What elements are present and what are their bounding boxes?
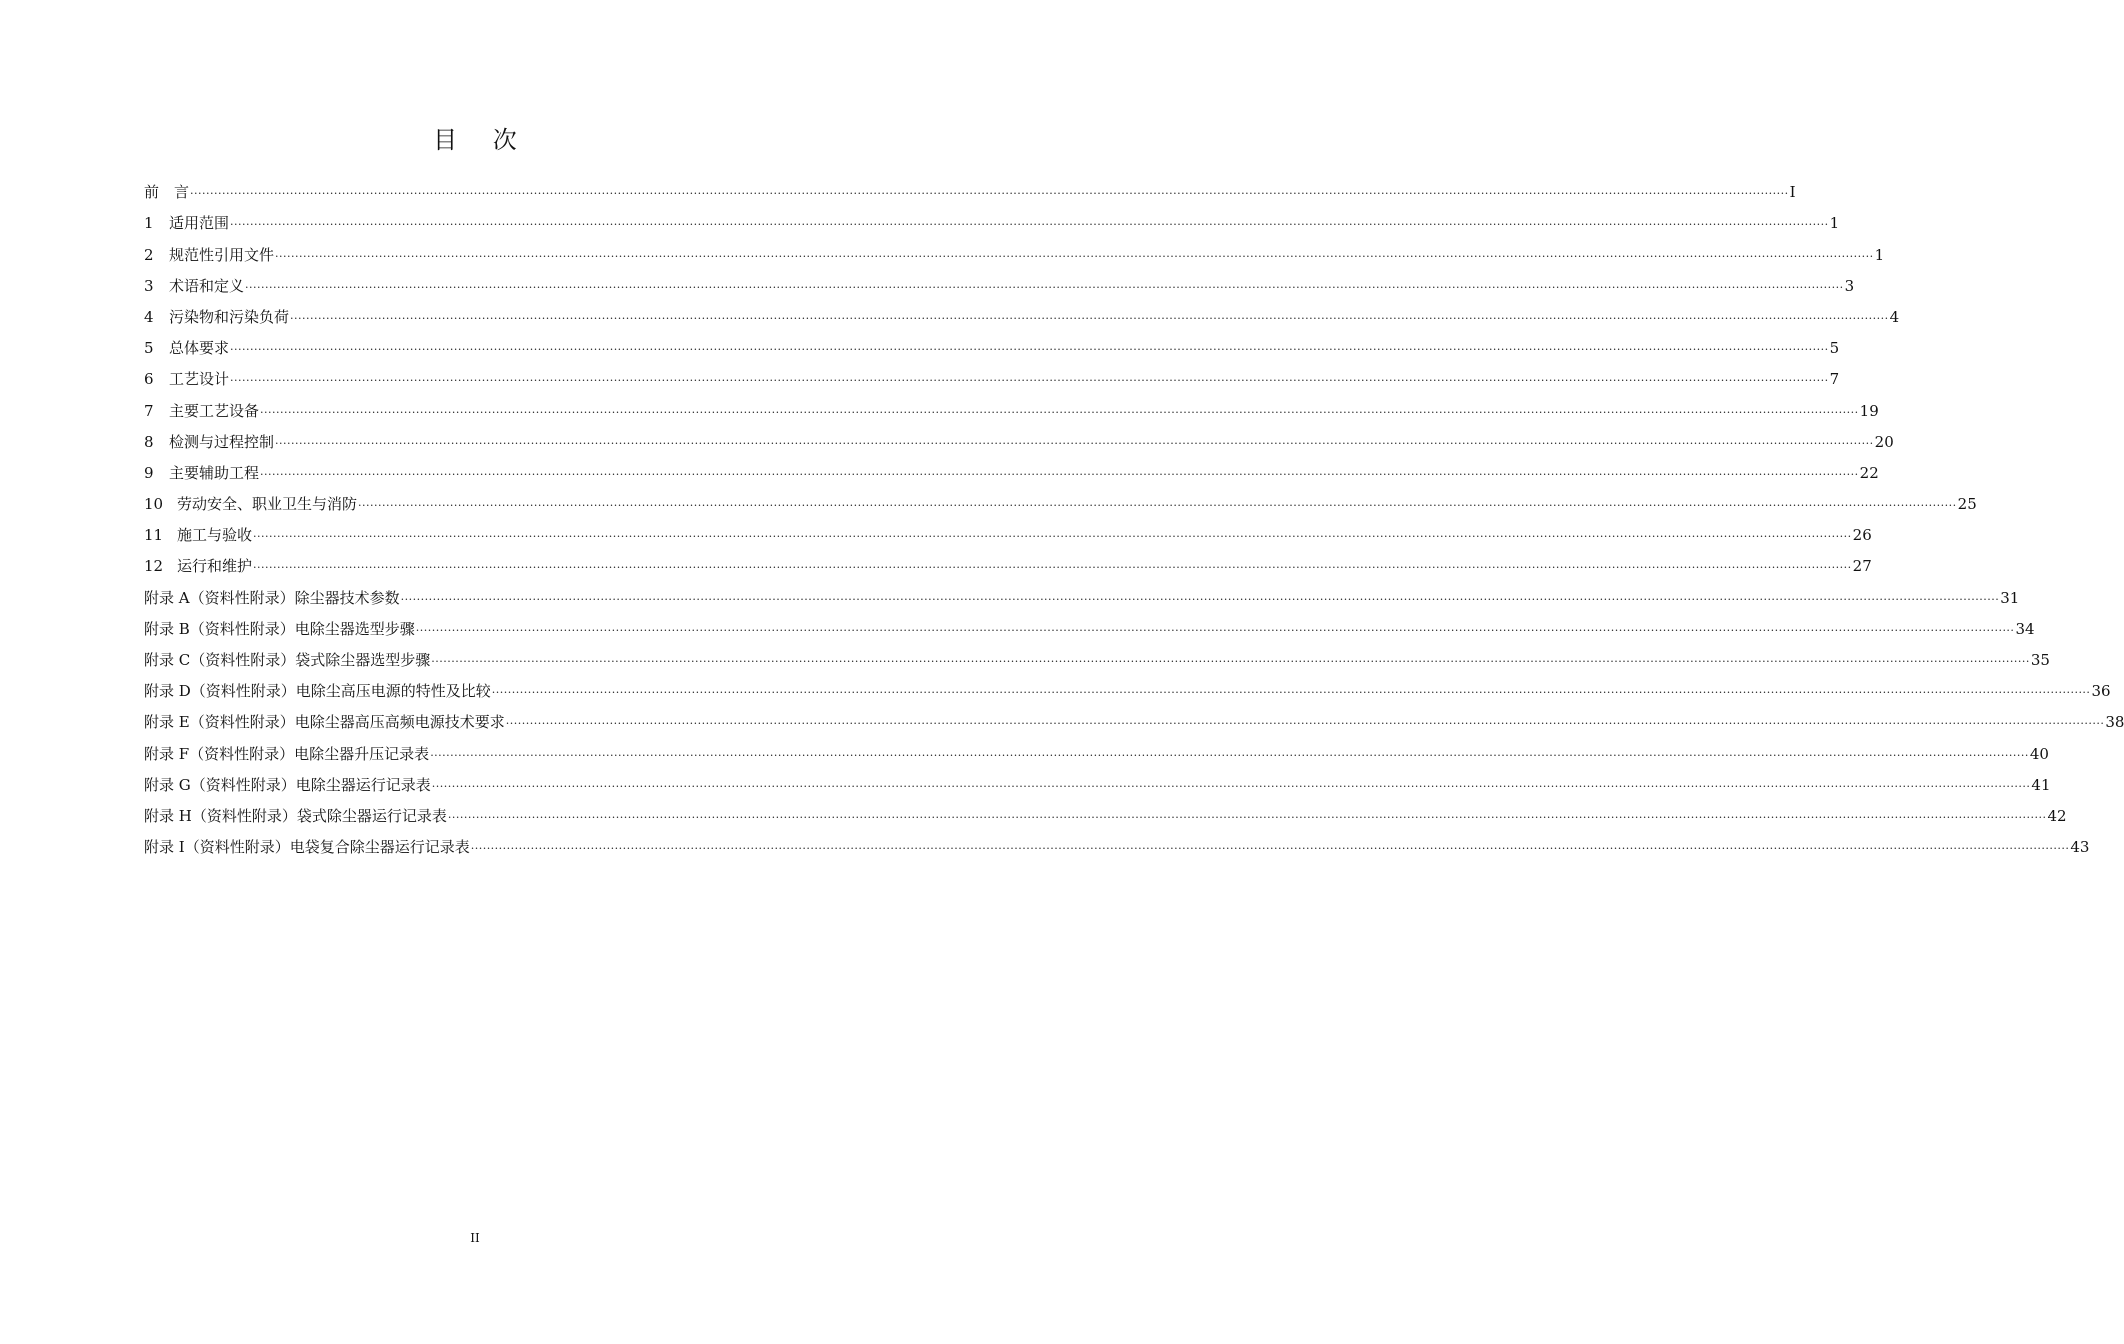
toc-entry-page: 20 (1874, 432, 1894, 451)
toc-entry-page: 1 (1829, 214, 1840, 233)
dot-leader: ................................................................................................................................................................................................................................................................................................................................................................................................................ (431, 776, 2031, 790)
toc-entry-label (144, 333, 229, 364)
toc-entry-number: 8 (144, 432, 154, 451)
toc-entry-number: 1 (144, 214, 154, 233)
toc-entry-page: 5 (1829, 339, 1840, 358)
toc-entry-page: 25 (1957, 495, 1977, 514)
toc-entry-label (144, 240, 274, 271)
dot-leader: ................................................................................................................................................................................................................................................................................................................................................................................................................ (253, 558, 1852, 572)
dot-leader: ................................................................................................................................................................................................................................................................................................................................................................................................................ (491, 683, 2091, 697)
page-number: II (470, 1231, 480, 1245)
toc-entry-label (144, 707, 505, 738)
toc-entry-page: 22 (1859, 463, 1879, 482)
toc-entry-title: 术语和定义 (169, 276, 245, 295)
toc-entry-page: 27 (1852, 557, 1872, 576)
toc-entry[interactable] (144, 614, 2035, 645)
toc-entry-title: 附录 C（资料性附录）袋式除尘器选型步骤 (144, 651, 431, 669)
toc-entry-number: 6 (144, 370, 154, 389)
dot-leader: ................................................................................................................................................................................................................................................................................................................................................................................................................ (230, 340, 1829, 354)
toc-entry-label (144, 614, 415, 645)
toc-entry-title: 附录 B（资料性附录）电除尘器选型步骤 (144, 619, 415, 638)
toc-entry-number: 10 (144, 495, 164, 514)
toc-entry[interactable] (144, 208, 1840, 239)
toc-entry-number: 12 (144, 557, 164, 576)
toc-entry[interactable] (144, 395, 1879, 426)
toc-entry-page: 31 (2000, 588, 2020, 607)
toc-entry-page: 19 (1859, 401, 1879, 420)
toc-entry-label (144, 458, 259, 489)
toc-entry-title: 主要工艺设备 (169, 401, 260, 420)
toc-entry-number: 2 (144, 245, 154, 264)
toc-entry[interactable] (144, 271, 1855, 302)
dot-leader: ................................................................................................................................................................................................................................................................................................................................................................................................................ (275, 246, 1874, 260)
toc-entry-page: 26 (1852, 526, 1872, 545)
toc-entry-title: 附录 I（资料性附录）电袋复合除尘器运行记录表 (144, 838, 470, 857)
toc-entry-label (144, 271, 244, 302)
toc-entry-title: 劳动安全、职业卫生与消防 (177, 495, 358, 514)
toc-entry-number: 4 (144, 307, 154, 326)
dot-leader: ................................................................................................................................................................................................................................................................................................................................................................................................................ (190, 184, 1789, 198)
toc-entry[interactable] (144, 520, 1872, 551)
toc-entry[interactable] (144, 801, 2067, 832)
toc-entry[interactable] (144, 707, 2124, 738)
dot-leader: ................................................................................................................................................................................................................................................................................................................................................................................................................ (253, 527, 1852, 541)
toc-entry-page: 34 (2015, 619, 2035, 638)
toc-entry-label (144, 645, 430, 676)
toc-entry-title: 工艺设计 (169, 370, 230, 389)
dot-leader: ................................................................................................................................................................................................................................................................................................................................................................................................................ (400, 589, 2000, 603)
toc-entry[interactable] (144, 458, 1879, 489)
toc-entry[interactable] (144, 832, 2090, 863)
dot-leader: ................................................................................................................................................................................................................................................................................................................................................................................................................ (290, 308, 1889, 322)
toc-entry-label (144, 551, 252, 582)
dot-leader: ................................................................................................................................................................................................................................................................................................................................................................................................................ (260, 402, 1859, 416)
toc-entry[interactable] (144, 177, 1796, 208)
toc-entry-page: 7 (1829, 370, 1840, 389)
toc-entry-title: 污染物和污染负荷 (169, 307, 290, 326)
toc-entry[interactable] (144, 302, 1900, 333)
toc-entry-page: 4 (1889, 307, 1900, 326)
toc-entry[interactable] (144, 645, 2050, 676)
dot-leader: ................................................................................................................................................................................................................................................................................................................................................................................................................ (230, 371, 1829, 385)
toc-entry-label (144, 396, 259, 427)
toc-entry-label (144, 364, 229, 395)
toc-entry-page: 35 (2030, 651, 2050, 669)
toc-entry-page: 42 (2047, 806, 2067, 825)
toc-entry-label (144, 801, 447, 832)
toc-entry-label (144, 520, 252, 551)
toc-entry-title: 附录 G（资料性附录）电除尘器运行记录表 (144, 775, 431, 794)
dot-leader: ................................................................................................................................................................................................................................................................................................................................................................................................................ (245, 277, 1844, 291)
toc-entry-page: 1 (1874, 245, 1885, 264)
dot-leader: ................................................................................................................................................................................................................................................................................................................................................................................................................ (230, 215, 1829, 229)
toc-entry-number: 7 (144, 401, 154, 420)
page-title: 目 次 (433, 126, 531, 154)
toc-entry-title: 附录 A（资料性附录）除尘器技术参数 (144, 588, 400, 607)
dot-leader: ................................................................................................................................................................................................................................................................................................................................................................................................................ (415, 620, 2015, 634)
table-of-contents (144, 177, 2124, 863)
toc-entry[interactable] (144, 582, 2020, 613)
toc-entry-label (144, 177, 189, 208)
dot-leader: ................................................................................................................................................................................................................................................................................................................................................................................................................ (431, 652, 2030, 665)
toc-entry-title: 前 言 (144, 183, 190, 202)
toc-entry-title: 主要辅助工程 (169, 463, 260, 482)
toc-entry-title: 运行和维护 (177, 557, 253, 576)
toc-entry-title: 附录 E（资料性附录）电除尘器高压高频电源技术要求 (144, 713, 505, 732)
toc-entry-label (144, 739, 429, 770)
toc-entry-label (144, 427, 274, 458)
toc-entry-title: 附录 H（资料性附录）袋式除尘器运行记录表 (144, 806, 447, 825)
toc-entry-page: 3 (1844, 276, 1855, 295)
toc-entry-title: 施工与验收 (177, 526, 253, 545)
toc-entry[interactable] (144, 551, 1872, 582)
toc-entry-number: 3 (144, 276, 154, 295)
toc-entry[interactable] (144, 676, 2111, 707)
toc-entry-page: I (1789, 183, 1796, 202)
toc-entry-title: 规范性引用文件 (169, 245, 275, 264)
toc-entry[interactable] (144, 770, 2051, 801)
dot-leader: ................................................................................................................................................................................................................................................................................................................................................................................................................ (260, 464, 1859, 478)
toc-entry[interactable] (144, 489, 1977, 520)
toc-entry-page: 43 (2070, 838, 2090, 857)
toc-entry-title: 附录 D（资料性附录）电除尘高压电源的特性及比较 (144, 682, 491, 701)
dot-leader: ................................................................................................................................................................................................................................................................................................................................................................................................................ (447, 807, 2047, 821)
dot-leader: ................................................................................................................................................................................................................................................................................................................................................................................................................ (275, 433, 1874, 447)
toc-entry-number: 5 (144, 339, 154, 358)
dot-leader: ................................................................................................................................................................................................................................................................................................................................................................................................................ (358, 496, 1957, 510)
toc-entry-page: 38 (2105, 713, 2124, 732)
toc-entry[interactable] (144, 239, 1885, 270)
toc-entry-title: 附录 F（资料性附录）电除尘器升压记录表 (144, 744, 430, 763)
toc-entry-label (144, 583, 400, 614)
toc-entry-number: 11 (144, 526, 164, 545)
dot-leader: ................................................................................................................................................................................................................................................................................................................................................................................................................ (505, 714, 2105, 728)
toc-entry-label (144, 302, 289, 333)
dot-leader: ................................................................................................................................................................................................................................................................................................................................................................................................................ (430, 745, 2029, 759)
toc-entry-label (144, 676, 491, 707)
toc-entry-page: 36 (2091, 682, 2111, 701)
toc-entry-title: 适用范围 (169, 214, 230, 233)
toc-entry-label (144, 770, 431, 801)
toc-entry-title: 检测与过程控制 (169, 432, 275, 451)
toc-entry[interactable] (144, 738, 2049, 769)
toc-entry-number: 9 (144, 463, 154, 482)
toc-entry[interactable] (144, 427, 1894, 458)
toc-entry-label (144, 489, 357, 520)
toc-entry-page: 40 (2029, 744, 2049, 763)
dot-leader: ................................................................................................................................................................................................................................................................................................................................................................................................................ (470, 839, 2070, 853)
toc-entry[interactable] (144, 364, 1840, 395)
toc-entry-label (144, 208, 229, 239)
toc-entry-label (144, 832, 470, 863)
toc-entry-title: 总体要求 (169, 339, 230, 358)
toc-entry[interactable] (144, 333, 1840, 364)
toc-entry-page: 41 (2031, 775, 2051, 794)
